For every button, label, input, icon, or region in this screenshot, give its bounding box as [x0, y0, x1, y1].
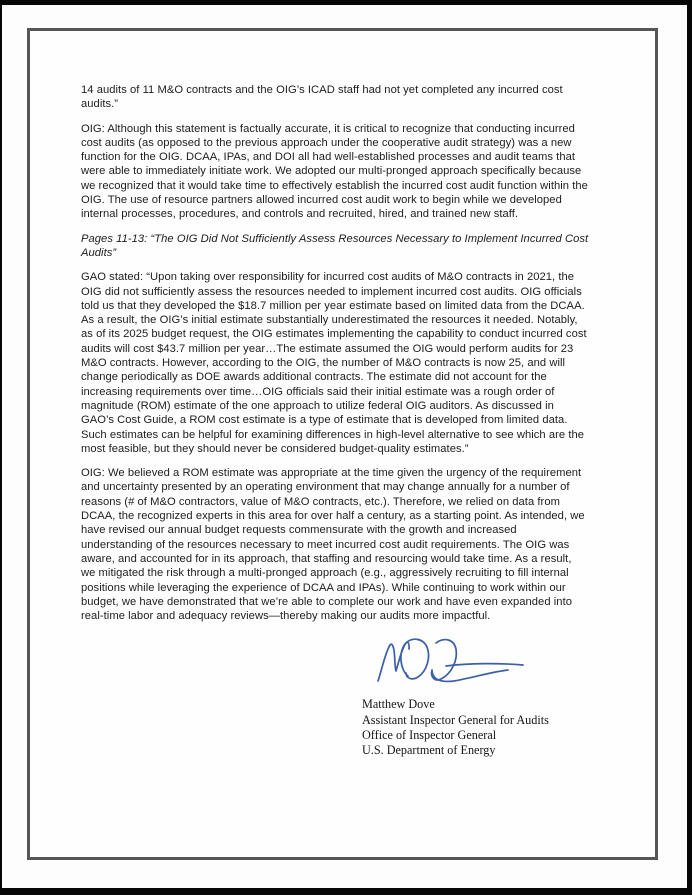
letter-body: [30, 31, 655, 857]
signer-title: Assistant Inspector General for Audits: [362, 712, 549, 727]
oig-response-paragraph-1: OIG: Although this statement is factually accurate, it is critical to recognize that conducting incurred cost audits (as opposed to the previous approach under the cooperative audit strategy) was a new function for the OIG. DCAA, IPAs, and DOI all had well-established processes and audit teams that were able to immediately initiate work. We adopted our multi-pronged approach specifically because we recognized that it would take time to effectively establish the incurred cost audit function within the OIG. The use of resource partners allowed incurred cost audit work to begin while we developed internal processes, procedures, and controls and recruited, hired, and trained new staff.: [81, 122, 588, 221]
oig-response-paragraph-2: OIG: We believed a ROM estimate was appropriate at the time given the urgency of the requirement and uncertainty presented by an operating environment that may change annually for a number of reasons (# of M&O contractors, value of M&O contracts, etc.). Therefore, we relied on data from DCAA, the recognized experts in this area for over half a century, as a starting point. As intended, we have revised our annual budget requests commensurate with the growth and increased understanding of the resources necessary to meet incurred cost audit requirements. The OIG was aware, and accounted for in its approach, that staffing and resourcing would take time. As a result, we mitigated the risk through a multi-pronged approach (e.g., aggressively recruiting to fill internal positions while leveraging the experience of DCAA and IPAs). While continuing to work within our budget, we have demonstrated that we’re able to complete our work and have even expanded into real-time labor and adequacy reviews—thereby making our audits more impactful.: [81, 467, 585, 623]
gao-statement-paragraph: GAO stated: “Upon taking over responsibility for incurred cost audits of M&O contracts in 2021, the OIG did not sufficiently assess the resources needed to implement incurred cost audits. OIG officials told us that they developed the $18.7 million per year estimate based on limited data from the DCAA. As a result, the OIG’s initial estimate substantially underestimated the resources it needed. Notably, as of its 2025 budget request, the OIG estimates implementing the capability to conduct incurred cost audits will cost $43.7 million per year…The estimate assumed the OIG would perform audits for 23 M&O contracts. However, according to the OIG, the number of M&O contracts is now 25, and will change periodically as DOE awards additional contracts. The estimate did not account for the increasing requirements over time…OIG officials said their initial estimate was a rough order of magnitude (ROM) estimate of the one approach to utilize federal OIG auditors. As discussed in GAO’s Cost Guide, a ROM cost estimate is a type of estimate that is developed from limited data. Such estimates can be helpful for examining differences in high-level alternative to see which are the most feasible, but they should never be considered budget-quality estimates.”: [81, 271, 587, 455]
letter-border-frame: [27, 28, 658, 860]
signer-name: Matthew Dove: [362, 697, 435, 712]
page-sheet: [2, 5, 687, 888]
signer-agency: U.S. Department of Energy: [362, 743, 496, 757]
handwritten-signature: [377, 637, 525, 687]
signature-block: [362, 697, 589, 758]
signature-ink-icon: [377, 637, 525, 687]
quoted-text-continuation: 14 audits of 11 M&O contracts and the OIG’s ICAD staff had not yet completed any incurred cost audits.”: [81, 84, 563, 111]
signer-office: Office of Inspector General: [362, 727, 497, 742]
section-heading-pages-11-13: Pages 11-13: “The OIG Did Not Sufficiently Assess Resources Necessary to Implement Incurred Cost Audits”: [81, 232, 589, 259]
